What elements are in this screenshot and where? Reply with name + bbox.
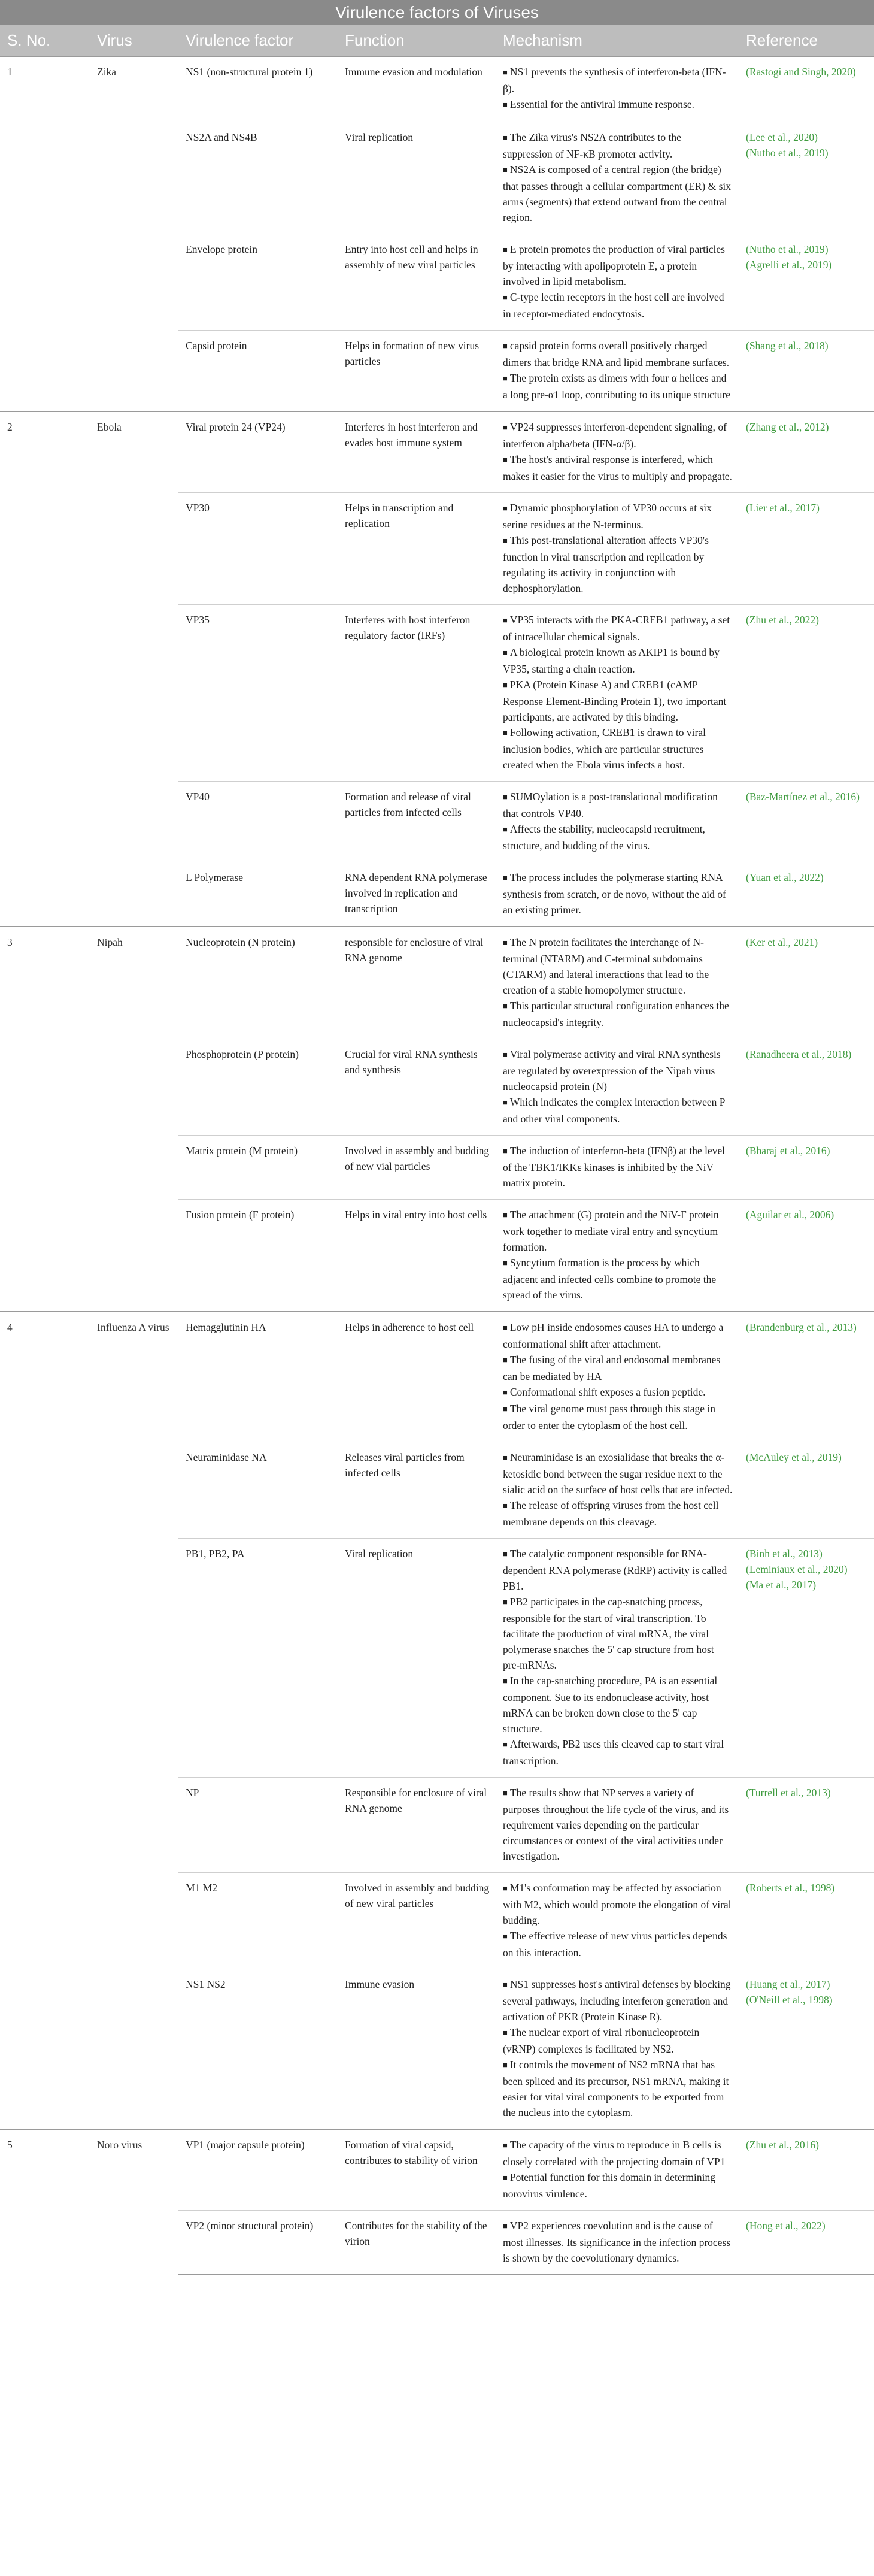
square-bullet-icon: ■ [503, 2221, 508, 2230]
function-cell: Interferes with host interferon regulatory factor (IRFs) [338, 605, 496, 782]
reference-cell [739, 1442, 874, 1539]
square-bullet-icon: ■ [503, 245, 508, 254]
reference-link[interactable]: (Ma et al., 2017) [746, 1579, 817, 1591]
square-bullet-icon: ■ [503, 680, 508, 689]
mechanism-point [503, 2169, 733, 2202]
function-cell: Formation of viral capsid, contributes to stability of virion [338, 2129, 496, 2211]
square-bullet-icon: ■ [503, 825, 508, 834]
mechanism-cell [496, 56, 739, 122]
virulence-factor-cell: VP35 [178, 605, 338, 782]
mechanism-cell [496, 234, 739, 331]
virulence-factor-cell: VP30 [178, 493, 338, 605]
mechanism-point [503, 289, 733, 322]
square-bullet-icon: ■ [503, 374, 508, 383]
mechanism-cell [496, 1312, 739, 1442]
reference-link[interactable]: (McAuley et al., 2019) [746, 1451, 842, 1463]
mechanism-point [503, 2057, 733, 2120]
mechanism-text: M1's conformation may be affected by association with M2, which would promote the elongation of viral budding. [503, 1882, 732, 1926]
mechanism-text: The induction of interferon-beta (IFNβ) at the level of the TBK1/IKKε kinases is inhibited by the NiV matrix protein. [503, 1145, 726, 1189]
virulence-factor-cell: Fusion protein (F protein) [178, 1200, 338, 1312]
mechanism-text: The fusing of the viral and endosomal membranes can be mediated by HA [503, 1354, 721, 1382]
mechanism-point [503, 1976, 733, 2024]
mechanism-point [503, 2218, 733, 2266]
mechanism-point [503, 1401, 733, 1433]
square-bullet-icon: ■ [503, 1676, 508, 1685]
mechanism-point [503, 532, 733, 596]
square-bullet-icon: ■ [503, 1258, 508, 1267]
mechanism-point [503, 870, 733, 918]
mechanism-point [503, 500, 733, 532]
square-bullet-icon: ■ [503, 504, 508, 513]
mechanism-point [503, 1046, 733, 1094]
function-cell: Helps in formation of new virus particles [338, 331, 496, 412]
reference-cell [739, 605, 874, 782]
mechanism-text: Potential function for this domain in determining norovirus virulence. [503, 2171, 715, 2200]
function-cell: Involved in assembly and budding of new viral particles [338, 1873, 496, 1969]
mechanism-cell [496, 2211, 739, 2275]
reference-link[interactable]: (Nutho et al., 2019) [746, 147, 829, 159]
mechanism-text: In the cap-snatching procedure, PA is an essential component. Sue to its endonuclease activity, host mRNA can be broken down close to the 5' cap structure. [503, 1675, 718, 1735]
mechanism-point [503, 96, 733, 113]
mechanism-cell [496, 1969, 739, 2130]
mechanism-text: This post-translational alteration affects VP30's function in viral transcription and replication by regulating its activity in conjunction with dephosphorylation. [503, 534, 709, 594]
mechanism-text: Low pH inside endosomes causes HA to undergo a conformational shift after attachment. [503, 1321, 724, 1350]
square-bullet-icon: ■ [503, 1355, 508, 1364]
mechanism-point [503, 1094, 733, 1127]
mechanism-point [503, 419, 733, 452]
mechanism-text: capsid protein forms overall positively charged dimers that bridge RNA and lipid membrane surfaces. [503, 340, 730, 368]
table-row [0, 927, 874, 1039]
mechanism-cell [496, 1442, 739, 1539]
square-bullet-icon: ■ [503, 165, 508, 174]
square-bullet-icon: ■ [503, 728, 508, 737]
square-bullet-icon: ■ [503, 1404, 508, 1413]
mechanism-cell [496, 1200, 739, 1312]
mechanism-text: Neuraminidase is an exosialidase that breaks the α-ketosidic bond between the sugar residue next to the sialic acid on the surface of host cells that are infected. [503, 1451, 733, 1496]
function-cell: Responsible for enclosure of viral RNA genome [338, 1778, 496, 1873]
reference-cell [739, 2129, 874, 2211]
reference-link[interactable]: (Zhang et al., 2012) [746, 421, 829, 433]
table-row [0, 1312, 874, 1442]
mechanism-point [503, 1207, 733, 1255]
mechanism-point [503, 1255, 733, 1303]
virulence-factor-cell: Capsid protein [178, 331, 338, 412]
virulence-factor-cell: VP40 [178, 782, 338, 862]
mechanism-cell [496, 862, 739, 927]
mechanism-text: Following activation, CREB1 is drawn to viral inclusion bodies, which are particular structures created when the Ebola virus infects a host. [503, 727, 706, 771]
mechanism-point [503, 162, 733, 225]
mechanism-text: The process includes the polymerase starting RNA synthesis from scratch, or de novo, without the aid of an existing primer. [503, 871, 726, 916]
reference-cell [739, 56, 874, 122]
mechanism-cell [496, 1539, 739, 1778]
square-bullet-icon: ■ [503, 2173, 508, 2182]
mechanism-cell [496, 1778, 739, 1873]
mechanism-point [503, 1546, 733, 1594]
reference-link[interactable]: (Agrelli et al., 2019) [746, 259, 832, 271]
mechanism-point [503, 725, 733, 773]
column-header-virus: Virus [90, 25, 178, 56]
square-bullet-icon: ■ [503, 68, 508, 77]
square-bullet-icon: ■ [503, 2141, 508, 2150]
table-body [0, 56, 874, 2275]
reference-link[interactable]: (Lier et al., 2017) [746, 502, 820, 514]
mechanism-point [503, 452, 733, 484]
mechanism-cell [496, 1873, 739, 1969]
square-bullet-icon: ■ [503, 1098, 508, 1107]
mechanism-text: NS2A is composed of a central region (the bridge) that passes through a cellular compartment (ER) & six arms (segments) that extend outward from the central region. [503, 164, 732, 223]
square-bullet-icon: ■ [503, 133, 508, 142]
virulence-factor-cell: Neuraminidase NA [178, 1442, 338, 1539]
mechanism-cell [496, 605, 739, 782]
mechanism-point [503, 1497, 733, 1530]
reference-link[interactable]: (Shang et al., 2018) [746, 340, 829, 352]
mechanism-point [503, 1594, 733, 1673]
virulence-factor-cell: L Polymerase [178, 862, 338, 927]
reference-cell [739, 1200, 874, 1312]
reference-cell [739, 122, 874, 234]
mechanism-text: Affects the stability, nucleocapsid recruitment, structure, and budding of the virus. [503, 823, 705, 852]
mechanism-text: The capacity of the virus to reproduce in B cells is closely correlated with the projecting domain of VP1 [503, 2139, 726, 2168]
function-cell: Interferes in host interferon and evades host immune system [338, 411, 496, 493]
reference-cell [739, 1312, 874, 1442]
mechanism-point [503, 1143, 733, 1191]
square-bullet-icon: ■ [503, 1597, 508, 1606]
mechanism-text: Afterwards, PB2 uses this cleaved cap to start viral transcription. [503, 1738, 724, 1767]
square-bullet-icon: ■ [503, 1323, 508, 1332]
square-bullet-icon: ■ [503, 616, 508, 625]
square-bullet-icon: ■ [503, 2028, 508, 2037]
mechanism-point [503, 644, 733, 677]
function-cell: Helps in viral entry into host cells [338, 1200, 496, 1312]
reference-cell [739, 1039, 874, 1136]
reference-link[interactable]: (Hong et al., 2022) [746, 2220, 826, 2232]
square-bullet-icon: ■ [503, 873, 508, 882]
mechanism-text: Which indicates the complex interaction between P and other viral components. [503, 1096, 725, 1125]
virulence-factor-cell: VP2 (minor structural protein) [178, 2211, 338, 2275]
square-bullet-icon: ■ [503, 1388, 508, 1397]
virulence-factor-cell: Hemagglutinin HA [178, 1312, 338, 1442]
square-bullet-icon: ■ [503, 455, 508, 464]
table-title: Virulence factors of Viruses [0, 0, 874, 25]
reference-link[interactable]: (Huang et al., 2017) [746, 1978, 830, 1990]
table-row [0, 411, 874, 493]
mechanism-point [503, 1928, 733, 1960]
square-bullet-icon: ■ [503, 2060, 508, 2069]
mechanism-point [503, 64, 733, 96]
reference-link[interactable]: (Zhu et al., 2016) [746, 2139, 819, 2151]
virus-cell: Nipah [90, 927, 178, 1312]
column-header-function: Function [338, 25, 496, 56]
reference-link[interactable]: (Yuan et al., 2022) [746, 871, 824, 883]
reference-cell [739, 1539, 874, 1778]
column-header-reference: Reference [739, 25, 874, 56]
mechanism-point [503, 821, 733, 853]
mechanism-text: The release of offspring viruses from the host cell membrane depends on this cleavage. [503, 1499, 719, 1528]
mechanism-text: VP2 experiences coevolution and is the cause of most illnesses. Its significance in the infection process is shown by the coevolutionary dynamics. [503, 2220, 731, 2264]
mechanism-text: The viral genome must pass through this stage in order to enter the cytoplasm of the host cell. [503, 1403, 715, 1431]
virulence-factor-cell: Matrix protein (M protein) [178, 1136, 338, 1200]
mechanism-text: A biological protein known as AKIP1 is bound by VP35, starting a chain reaction. [503, 646, 720, 675]
square-bullet-icon: ■ [503, 1453, 508, 1462]
reference-link[interactable]: (O'Neill et al., 1998) [746, 1994, 833, 2006]
virulence-factor-cell: PB1, PB2, PA [178, 1539, 338, 1778]
reference-link[interactable]: (Aguilar et al., 2006) [746, 1209, 834, 1221]
square-bullet-icon: ■ [503, 1210, 508, 1219]
square-bullet-icon: ■ [503, 1549, 508, 1558]
reference-link[interactable]: (Nutho et al., 2019) [746, 243, 829, 255]
reference-cell [739, 493, 874, 605]
column-header-sno: S. No. [0, 25, 90, 56]
mechanism-text: The catalytic component responsible for RNA-dependent RNA polymerase (RdRP) activity is called PB1. [503, 1548, 727, 1592]
mechanism-point [503, 2024, 733, 2057]
reference-link[interactable]: (Roberts et al., 1998) [746, 1882, 835, 1894]
square-bullet-icon: ■ [503, 1932, 508, 1941]
function-cell: Viral replication [338, 122, 496, 234]
square-bullet-icon: ■ [503, 1788, 508, 1797]
function-cell: Entry into host cell and helps in assembly of new viral particles [338, 234, 496, 331]
function-cell: RNA dependent RNA polymerase involved in replication and transcription [338, 862, 496, 927]
mechanism-point [503, 1673, 733, 1736]
mechanism-text: VP24 suppresses interferon-dependent signaling, of interferon alpha/beta (IFN-α/β). [503, 421, 727, 450]
mechanism-cell [496, 1039, 739, 1136]
mechanism-point [503, 1449, 733, 1497]
virus-cell: Noro virus [90, 2129, 178, 2275]
square-bullet-icon: ■ [503, 1146, 508, 1155]
mechanism-text: The attachment (G) protein and the NiV-F protein work together to mediate viral entry and syncytium formation. [503, 1209, 719, 1253]
virus-cell: Ebola [90, 411, 178, 927]
reference-link[interactable]: (Brandenburg et al., 2013) [746, 1321, 857, 1333]
virulence-factor-cell: Envelope protein [178, 234, 338, 331]
reference-link[interactable]: (Ker et al., 2021) [746, 936, 818, 948]
mechanism-text: The Zika virus's NS2A contributes to the suppression of NF-κB promoter activity. [503, 131, 681, 160]
square-bullet-icon: ■ [503, 423, 508, 432]
virus-cell: Influenza A virus [90, 1312, 178, 2129]
mechanism-point [503, 2137, 733, 2169]
reference-cell [739, 1136, 874, 1200]
serial-number-cell: 3 [0, 927, 90, 1312]
reference-cell [739, 862, 874, 927]
mechanism-point [503, 677, 733, 725]
square-bullet-icon: ■ [503, 1001, 508, 1010]
virulence-factor-cell: Nucleoprotein (N protein) [178, 927, 338, 1039]
mechanism-text: It controls the movement of NS2 mRNA that has been spliced and its precursor, NS1 mRNA, making it easier for vital viral components to be exported from the nucleus into the cytoplasm. [503, 2059, 729, 2118]
function-cell: Viral replication [338, 1539, 496, 1778]
function-cell: responsible for enclosure of viral RNA genome [338, 927, 496, 1039]
mechanism-cell [496, 493, 739, 605]
mechanism-text: Dynamic phosphorylation of VP30 occurs at six serine residues at the N-terminus. [503, 502, 712, 531]
function-cell: Immune evasion and modulation [338, 56, 496, 122]
reference-cell [739, 927, 874, 1039]
mechanism-point [503, 612, 733, 644]
square-bullet-icon: ■ [503, 100, 508, 109]
virulence-factor-cell: Viral protein 24 (VP24) [178, 411, 338, 493]
mechanism-text: The results show that NP serves a variety of purposes throughout the life cycle of the virus, and its requirement varies depending on the particular circumstances or context of the viral activities under investigation. [503, 1787, 729, 1862]
mechanism-text: The host's antiviral response is interfered, which makes it easier for the virus to multiply and propagate. [503, 453, 732, 482]
square-bullet-icon: ■ [503, 536, 508, 545]
reference-link[interactable]: (Baz-Martínez et al., 2016) [746, 791, 860, 803]
serial-number-cell: 4 [0, 1312, 90, 2129]
reference-link[interactable]: (Leminiaux et al., 2020) [746, 1563, 848, 1575]
mechanism-point [503, 1736, 733, 1769]
mechanism-text: The effective release of new virus particles depends on this interaction. [503, 1930, 727, 1959]
square-bullet-icon: ■ [503, 938, 508, 947]
reference-link[interactable]: (Binh et al., 2013) [746, 1548, 823, 1560]
square-bullet-icon: ■ [503, 293, 508, 302]
table-header [0, 25, 874, 56]
reference-link[interactable]: (Ranadheera et al., 2018) [746, 1048, 852, 1060]
mechanism-cell [496, 122, 739, 234]
function-cell: Involved in assembly and budding of new vial particles [338, 1136, 496, 1200]
virulence-factor-cell: NP [178, 1778, 338, 1873]
mechanism-cell [496, 927, 739, 1039]
mechanism-text: NS1 prevents the synthesis of interferon-beta (IFN-β). [503, 66, 726, 95]
mechanism-point [503, 241, 733, 289]
reference-cell [739, 2211, 874, 2275]
mechanism-point [503, 934, 733, 998]
square-bullet-icon: ■ [503, 1740, 508, 1749]
mechanism-point [503, 1384, 733, 1401]
mechanism-text: SUMOylation is a post-translational modification that controls VP40. [503, 791, 718, 819]
mechanism-text: The protein exists as dimers with four α helices and a long pre-α1 loop, contributing to its unique structure [503, 372, 731, 401]
mechanism-point [503, 789, 733, 821]
mechanism-text: Essential for the antiviral immune response. [509, 98, 694, 110]
serial-number-cell: 2 [0, 411, 90, 927]
function-cell: Immune evasion [338, 1969, 496, 2130]
reference-link[interactable]: (Turrell et al., 2013) [746, 1787, 831, 1799]
square-bullet-icon: ■ [503, 1980, 508, 1989]
mechanism-text: NS1 suppresses host's antiviral defenses by blocking several pathways, including interferon generation and activation of PKR (Protein Kinase R). [503, 1978, 731, 2023]
reference-link[interactable]: (Bharaj et al., 2016) [746, 1145, 830, 1157]
mechanism-text: E protein promotes the production of viral particles by interacting with apolipoprotein E, a protein involved in lipid metabolism. [503, 243, 725, 287]
mechanism-text: The nuclear export of viral ribonucleoprotein (vRNP) complexes is facilitated by NS2. [503, 2026, 700, 2055]
virulence-factor-cell: M1 M2 [178, 1873, 338, 1969]
reference-cell [739, 1778, 874, 1873]
square-bullet-icon: ■ [503, 1884, 508, 1893]
mechanism-text: The N protein facilitates the interchange of N-terminal (NTARM) and C-terminal subdomains (CTARM) and lateral interactions that lead to the creation of a stable homopolymer structure. [503, 936, 709, 996]
serial-number-cell: 5 [0, 2129, 90, 2275]
column-header-mechanism: Mechanism [496, 25, 739, 56]
mechanism-point [503, 338, 733, 370]
mechanism-point [503, 370, 733, 402]
mechanism-point [503, 1880, 733, 1928]
mechanism-text: PKA (Protein Kinase A) and CREB1 (cAMP Response Element-Binding Protein 1), two important participants, are activated by this binding. [503, 679, 727, 723]
mechanism-text: C-type lectin receptors in the host cell are involved in receptor-mediated endocytosis. [503, 291, 724, 320]
reference-cell [739, 782, 874, 862]
square-bullet-icon: ■ [503, 792, 508, 801]
function-cell: Formation and release of viral particles from infected cells [338, 782, 496, 862]
virus-cell: Zika [90, 56, 178, 411]
mechanism-cell [496, 411, 739, 493]
reference-cell [739, 1969, 874, 2130]
mechanism-text: PB2 participates in the cap-snatching process, responsible for the start of viral transcription. To facilitate the production of viral mRNA, the viral polymerase snatches the 5' cap structure from host pre-mRNAs. [503, 1596, 714, 1671]
virulence-factor-cell: NS1 (non-structural protein 1) [178, 56, 338, 122]
table-row [0, 56, 874, 122]
virulence-factor-cell: Phosphoprotein (P protein) [178, 1039, 338, 1136]
function-cell: Releases viral particles from infected cells [338, 1442, 496, 1539]
serial-number-cell: 1 [0, 56, 90, 411]
square-bullet-icon: ■ [503, 341, 508, 350]
mechanism-text: Conformational shift exposes a fusion peptide. [509, 1386, 706, 1398]
virulence-factor-cell: NS1 NS2 [178, 1969, 338, 2130]
column-header-virulence-factor: Virulence factor [178, 25, 338, 56]
function-cell: Contributes for the stability of the virion [338, 2211, 496, 2275]
mechanism-text: VP35 interacts with the PKA-CREB1 pathway, a set of intracellular chemical signals. [503, 614, 730, 643]
mechanism-point [503, 998, 733, 1030]
mechanism-text: This particular structural configuration enhances the nucleocapsid's integrity. [503, 1000, 729, 1028]
virulence-factor-cell: VP1 (major capsule protein) [178, 2129, 338, 2211]
mechanism-cell [496, 782, 739, 862]
reference-cell [739, 1873, 874, 1969]
mechanism-point [503, 129, 733, 162]
reference-cell [739, 411, 874, 493]
square-bullet-icon: ■ [503, 1050, 508, 1059]
mechanism-point [503, 1352, 733, 1384]
mechanism-text: Viral polymerase activity and viral RNA synthesis are regulated by overexpression of the Nipah virus nucleocapsid protein (N) [503, 1048, 721, 1092]
square-bullet-icon: ■ [503, 648, 508, 657]
mechanism-cell [496, 1136, 739, 1200]
mechanism-point [503, 1785, 733, 1864]
mechanism-text: Syncytium formation is the process by which adjacent and infected cells combine to promote the spread of the virus. [503, 1257, 717, 1301]
reference-link[interactable]: (Lee et al., 2020) [746, 131, 818, 143]
reference-link[interactable]: (Zhu et al., 2022) [746, 614, 819, 626]
reference-link[interactable]: (Rastogi and Singh, 2020) [746, 66, 856, 78]
mechanism-cell [496, 2129, 739, 2211]
virulence-factor-cell: NS2A and NS4B [178, 122, 338, 234]
table-row [0, 2129, 874, 2211]
reference-cell [739, 234, 874, 331]
virulence-table [0, 25, 874, 2275]
square-bullet-icon: ■ [503, 1501, 508, 1510]
mechanism-point [503, 1319, 733, 1352]
reference-cell [739, 331, 874, 412]
mechanism-cell [496, 331, 739, 412]
function-cell: Helps in transcription and replication [338, 493, 496, 605]
function-cell: Crucial for viral RNA synthesis and synthesis [338, 1039, 496, 1136]
function-cell: Helps in adherence to host cell [338, 1312, 496, 1442]
